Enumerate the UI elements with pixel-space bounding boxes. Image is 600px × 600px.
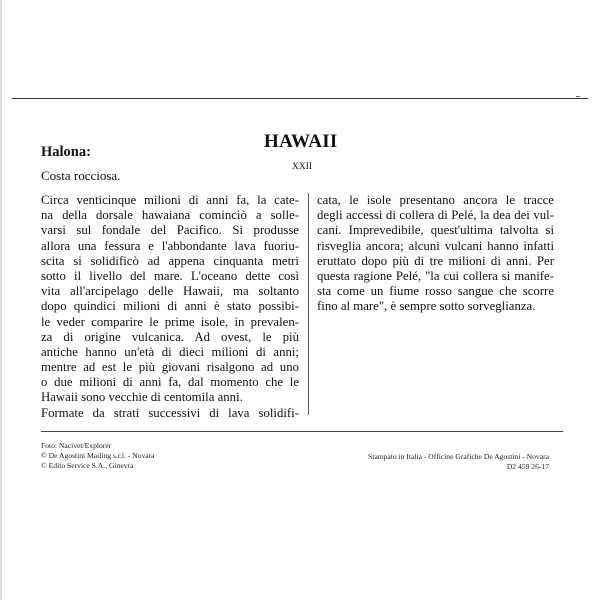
text-line: Circa venticinque milioni di anni fa, la cate- xyxy=(41,193,299,207)
column-divider xyxy=(308,193,309,415)
credit-line: © De Agostini Mailing s.r.l. - Novara xyxy=(41,451,155,460)
text-line: eruttato dopo più di tre milioni di anni. Per xyxy=(317,253,554,268)
text-line: na della dorsale hawaiana cominciò a solle- xyxy=(41,208,299,223)
text-line: dopo quindici milioni di anni è stato possibi- xyxy=(41,299,299,314)
product-code: D2 459 26-17 xyxy=(506,462,549,471)
text-line: varsi sul fondale del Pacifico. Si produsse xyxy=(41,223,299,238)
text-line: o due milioni di anni fa, dal momento che le xyxy=(41,375,299,390)
text-line: scita si solidificò ad appena cinquanta metri xyxy=(41,253,299,268)
text-line: degli accessi di collera di Pelé, la dea dei vul- xyxy=(317,208,554,223)
text-column-right xyxy=(317,193,554,315)
page-title: HAWAII xyxy=(264,131,338,152)
rule-tick xyxy=(576,96,580,97)
text-column-left xyxy=(41,193,299,421)
caption-title: Halona: xyxy=(41,144,91,160)
text-line: vita all'arcipelago delle Hawaii, ma soltanto xyxy=(41,284,299,299)
text-line: cata, le isole presentano ancora le tracce xyxy=(317,193,554,207)
printer-line: Stampato in Italia - Officine Grafiche De Agostini - Novara xyxy=(368,452,549,461)
text-line: antiche hanno un'età di dieci milioni di anni; xyxy=(41,344,299,359)
text-line: cani. Imprevedibile, quest'ultima talvolta si xyxy=(317,223,554,238)
text-line: sta come un fiume rosso sangue che scorre xyxy=(317,284,554,299)
text-line: questa ragione Pelé, "la cui collera si manife- xyxy=(317,268,554,283)
text-line: Hawaii sono vecchie di centomila anni. xyxy=(41,390,243,405)
card-number: XXII xyxy=(292,162,313,172)
text-line: risveglia ancora; alcuni vulcani hanno infatti xyxy=(317,238,554,253)
text-line: le veder comparire le prime isole, in prevalen- xyxy=(41,314,299,329)
text-line: sotto il livello del mare. L'oceano dette così xyxy=(41,268,299,283)
credit-line: © Edito Service S.A., Ginevra xyxy=(41,461,134,470)
photo-credits xyxy=(41,441,155,471)
text-line: mentre ad est le più giovani risalgono ad uno xyxy=(41,360,299,375)
footer-rule xyxy=(41,431,563,432)
text-line: fino al mare", è sempre sotto sorveglianza. xyxy=(317,299,536,314)
text-line: allora una fessura e l'abbondante lava fuoriu- xyxy=(41,238,299,253)
credit-line: Foto: Nacivet/Explorer xyxy=(41,441,112,450)
text-line: Formate da strati successivi di lava solidifi- xyxy=(41,405,299,420)
printer-info xyxy=(368,452,549,472)
card-edge xyxy=(0,0,2,600)
caption-subtitle: Costa rocciosa. xyxy=(41,168,121,183)
top-rule xyxy=(12,98,588,99)
text-line: za di origine vulcanica. Ad ovest, le più xyxy=(41,329,299,344)
